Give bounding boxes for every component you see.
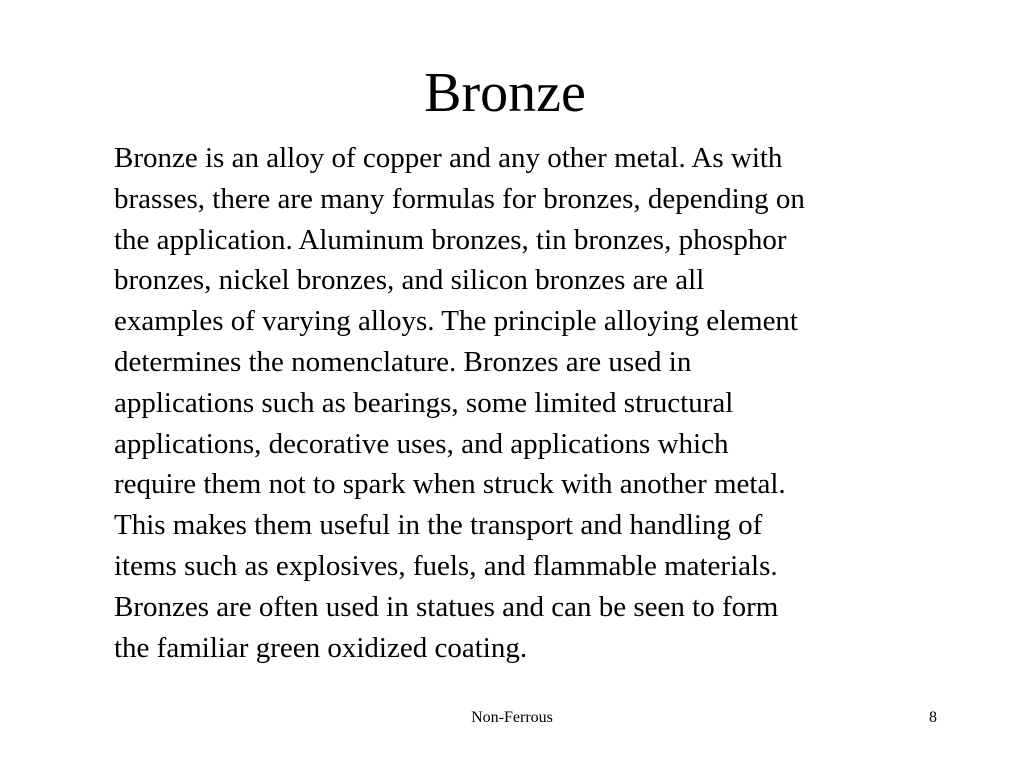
body-line: Bronze is an alloy of copper and any other metal. As with bbox=[114, 142, 783, 174]
body-line: Bronzes are often used in statues and can be seen to form bbox=[114, 590, 779, 623]
body-line: the application. Aluminum bronzes, tin bronzes, phosphor bbox=[114, 223, 787, 256]
body-line: determines the nomenclature. Bronzes are used in bbox=[114, 345, 692, 378]
body-line: bronzes, nickel bronzes, and silicon bronzes are all bbox=[114, 264, 705, 297]
body-line: applications, decorative uses, and applications which bbox=[114, 427, 729, 460]
body-line: items such as explosives, fuels, and flammable materials. bbox=[114, 549, 778, 582]
slide-body bbox=[114, 138, 944, 668]
page-number: 8 bbox=[929, 709, 937, 726]
body-line: require them not to spark when struck with another metal. bbox=[114, 468, 786, 501]
body-line: This makes them useful in the transport and handling of bbox=[114, 509, 763, 542]
body-line: the familiar green oxidized coating. bbox=[114, 631, 528, 664]
body-line: brasses, there are many formulas for bronzes, depending on bbox=[114, 182, 805, 215]
footer-label: Non-Ferrous bbox=[471, 709, 553, 726]
body-line: applications such as bearings, some limited structural bbox=[114, 386, 734, 419]
body-line: examples of varying alloys. The principle alloying element bbox=[114, 305, 798, 338]
slide-title: Bronze bbox=[424, 62, 586, 124]
